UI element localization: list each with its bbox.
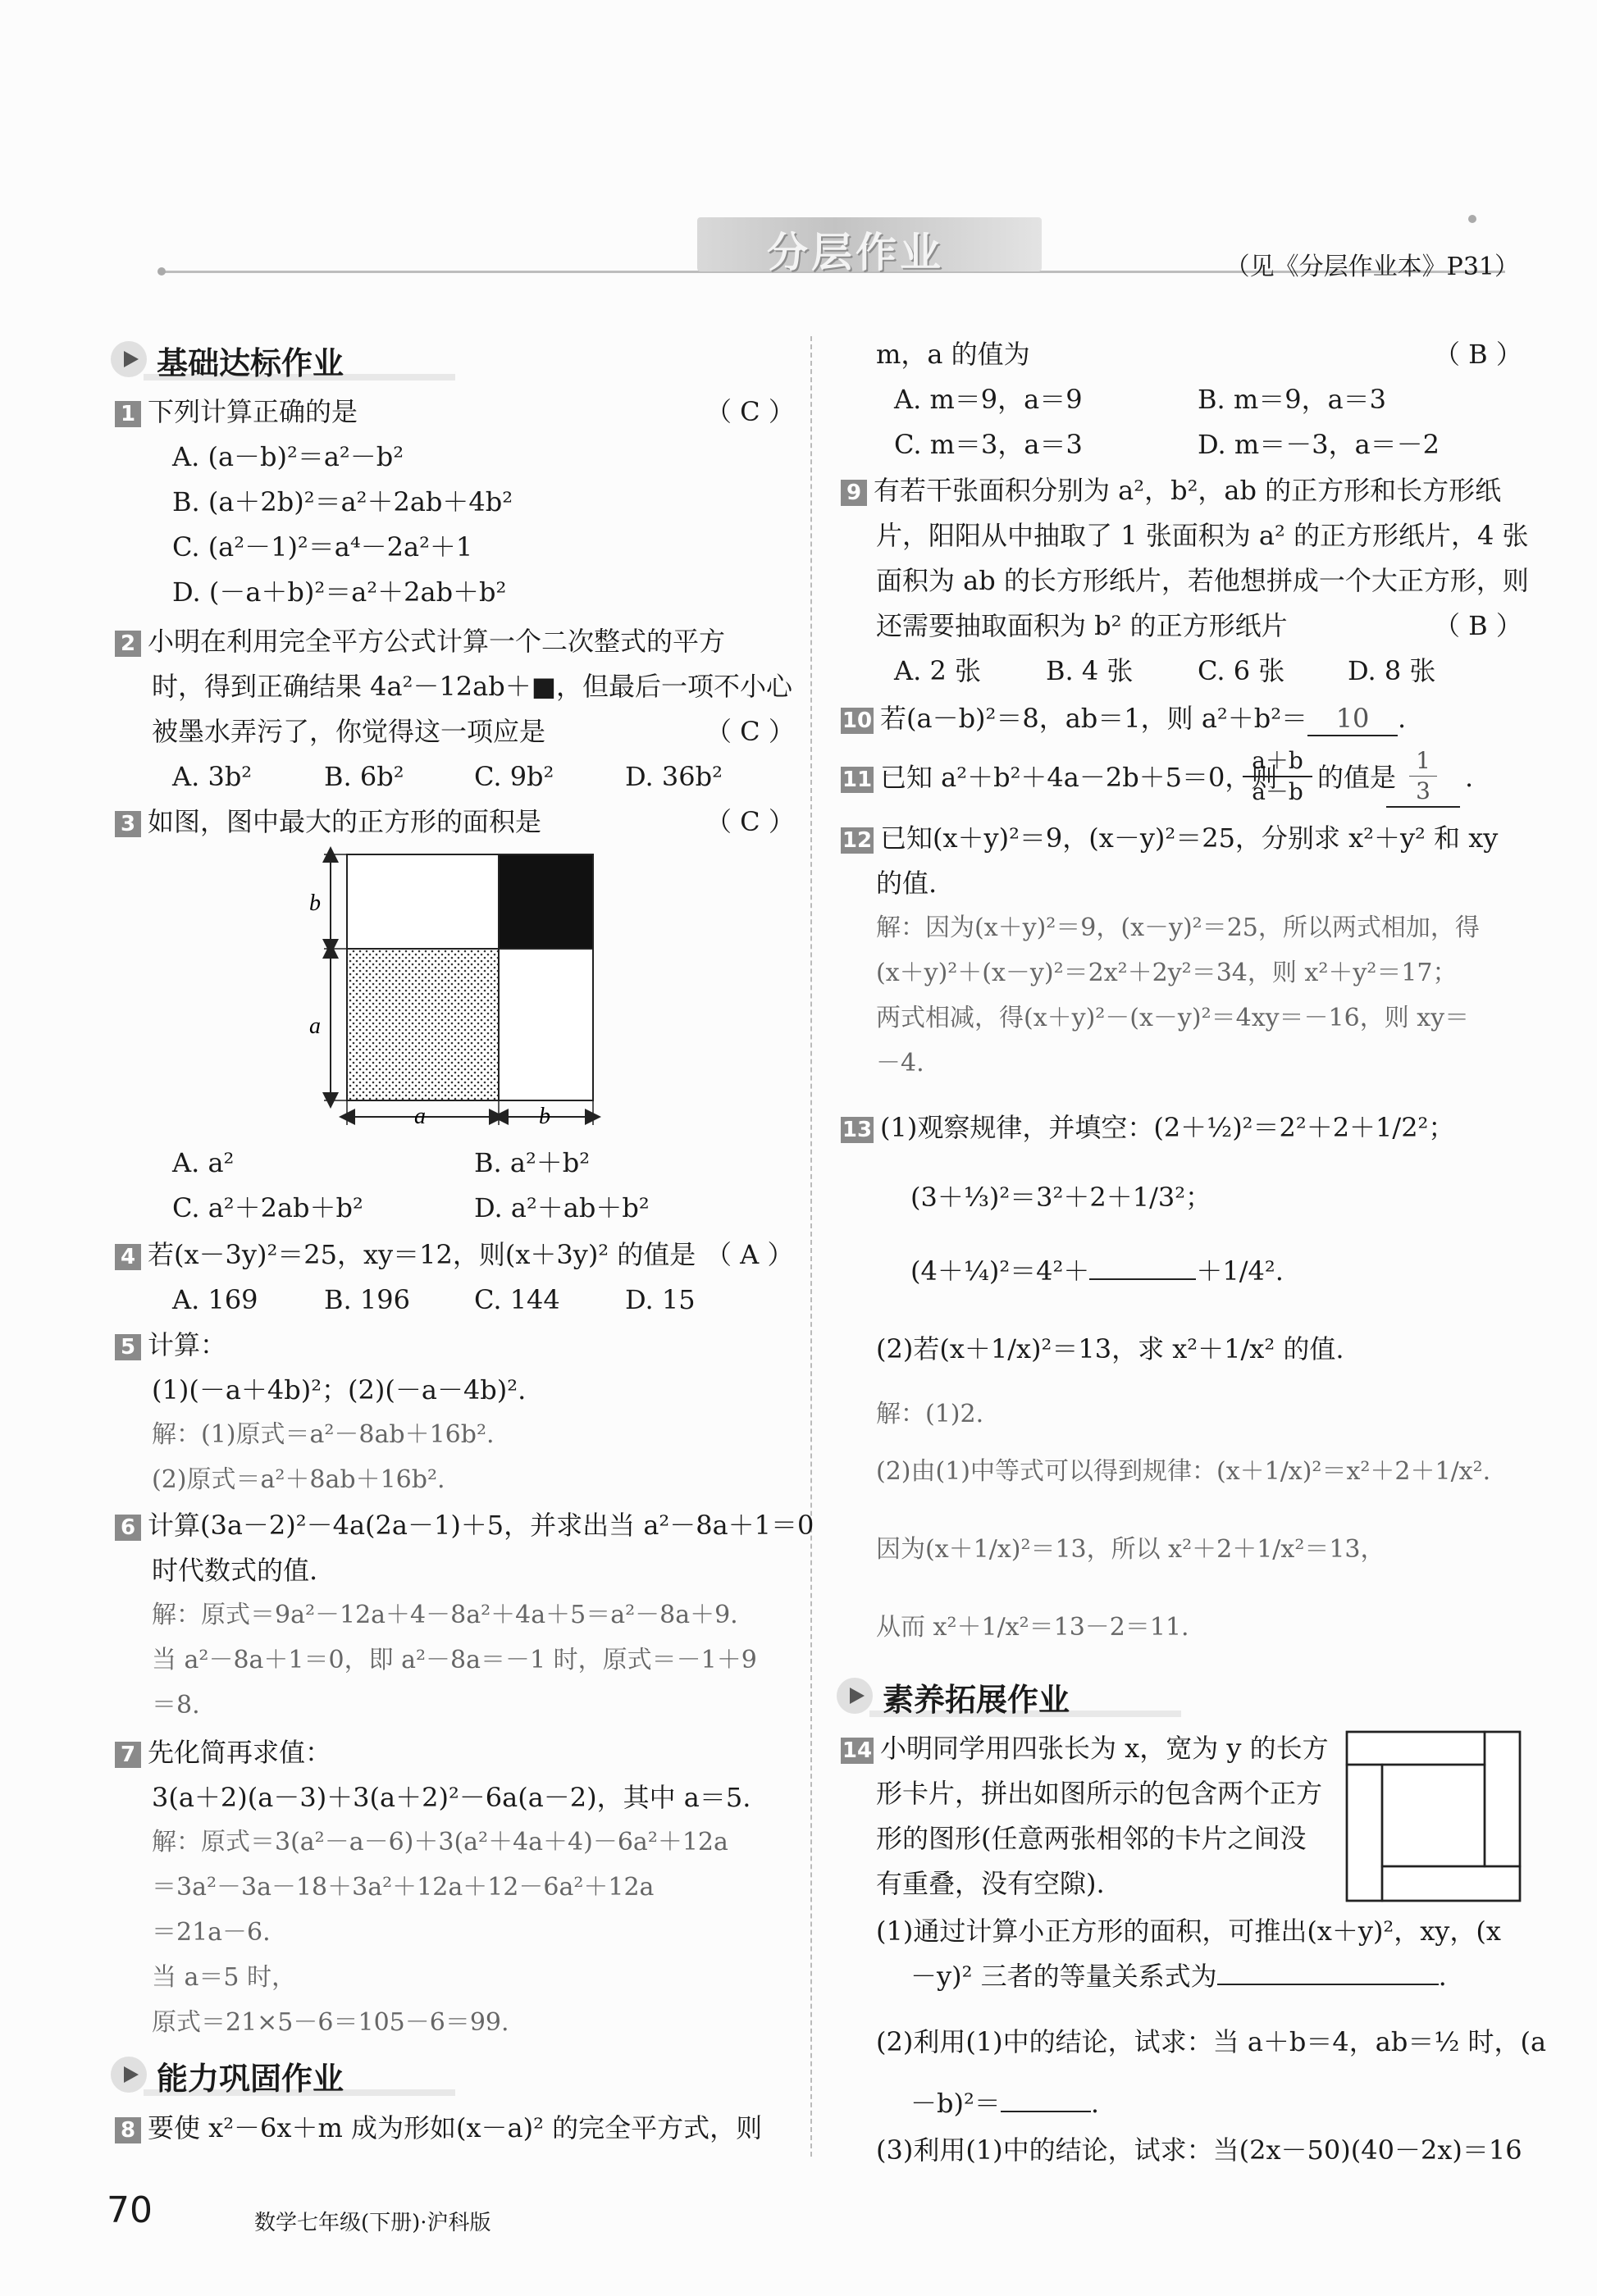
q3-option-a: A. a² bbox=[172, 1147, 235, 1178]
q3-label-b-left: b bbox=[309, 891, 321, 916]
book-title: 数学七年级(下册)·沪科版 bbox=[254, 2211, 491, 2235]
q14-part-1-line-2: －y)² 三者的等量关系式为 . bbox=[910, 1961, 1447, 1992]
q8-line-1: 8 要使 x²－6x＋m 成为形如(x－a)² 的完全平方式，则 bbox=[115, 2112, 762, 2144]
q4-option-d: D. 15 bbox=[625, 1284, 696, 1315]
q14-line-1: 14 小明同学用四张长为 x，宽为 y 的长方 bbox=[842, 1733, 1329, 1764]
q5-solution-2: (2)原式＝a²＋8ab＋16b². bbox=[152, 1465, 445, 1494]
q14-part-1-line-1: (1)通过计算小正方形的面积，可推出(x＋y)²，xy，(x bbox=[876, 1916, 1501, 1947]
q13-solution-4: 从而 x²＋1/x²＝13－2＝11. bbox=[876, 1613, 1189, 1642]
section-extend bbox=[837, 1673, 1181, 1717]
q9-answer: （ B ） bbox=[1434, 610, 1522, 641]
q2-line-1: 2 小明在利用完全平方公式计算一个二次整式的平方 bbox=[115, 625, 725, 658]
q14-part-2-line-2: －b)²＝ . bbox=[910, 2088, 1099, 2119]
q7-stem: 7 先化简再求值： bbox=[115, 1736, 331, 1769]
q2-option-d: D. 36b² bbox=[625, 761, 723, 792]
section-title: 基础达标作业 bbox=[157, 345, 344, 381]
q2-option-c: C. 9b² bbox=[474, 761, 554, 792]
q4-option-c: C. 144 bbox=[474, 1284, 560, 1315]
q1-stem: 1 下列计算正确的是 bbox=[115, 395, 358, 428]
q10-stem: 10 若(a－b)²＝8，ab＝1，则 a²＋b²＝ 10 . bbox=[841, 702, 1406, 736]
q9-line-1: 9 有若干张面积分别为 a²，b²，ab 的正方形和长方形纸 bbox=[841, 474, 1501, 507]
q10-blank-answer: 10 bbox=[1307, 702, 1398, 736]
column-divider bbox=[810, 336, 812, 2157]
q9-option-a: A. 2 张 bbox=[894, 655, 981, 686]
banner-rule-dot-right bbox=[1468, 215, 1476, 223]
q9-option-b: B. 4 张 bbox=[1046, 655, 1134, 686]
q4-stem: 4 若(x－3y)²＝25，xy＝12，则(x＋3y)² 的值是 bbox=[115, 1238, 696, 1271]
q3-dotted-square-a bbox=[347, 949, 499, 1100]
q2-line-3: 被墨水弄污了，你觉得这一项应是 bbox=[152, 716, 546, 747]
q13-solution-2: (2)由(1)中等式可以得到规律：(x＋1/x)²＝x²＋2＋1/x². bbox=[876, 1457, 1491, 1486]
q3-option-c: C. a²＋2ab＋b² bbox=[172, 1192, 363, 1223]
q13-solution-3: 因为(x＋1/x)²＝13，所以 x²＋2＋1/x²＝13， bbox=[876, 1535, 1385, 1564]
q5-solution-1: 解：(1)原式＝a²－8ab＋16b². bbox=[152, 1420, 495, 1449]
q11-end: . bbox=[1465, 762, 1474, 793]
q9-line-4: 还需要抽取面积为 b² 的正方形纸片 bbox=[876, 610, 1288, 641]
q13-line-2: (3＋⅓)²＝3²＋2＋1/3²； bbox=[910, 1182, 1212, 1213]
q5-line-1: (1)(－a＋4b)²；(2)(－a－4b)². bbox=[152, 1374, 527, 1405]
q13-line-3: (4＋¼)²＝4²＋ ＋1/4². bbox=[910, 1255, 1284, 1287]
q14-part-2-blank bbox=[1001, 2111, 1091, 2112]
q9-option-c: C. 6 张 bbox=[1198, 655, 1285, 686]
q11-mid-text: 的值是 bbox=[1317, 762, 1397, 793]
q8-option-a: A. m＝9，a＝9 bbox=[894, 384, 1083, 415]
q7-solution-3: ＝21a－6. bbox=[152, 1918, 271, 1947]
q7-solution-2: ＝3a²－3a－18＋3a²＋12a＋12－6a²＋12a bbox=[152, 1873, 655, 1902]
q3-label-b-bottom: b bbox=[539, 1104, 550, 1129]
q8-option-d: D. m＝－3，a＝－2 bbox=[1198, 429, 1440, 460]
q13-line-4: (2)若(x＋1/x)²＝13，求 x²＋1/x² 的值. bbox=[876, 1333, 1344, 1364]
q3-option-b: B. a²＋b² bbox=[474, 1147, 591, 1178]
q5-stem: 5 计算： bbox=[115, 1328, 226, 1361]
q7-solution-4: 当 a＝5 时， bbox=[152, 1963, 297, 1992]
q12-solution-2: (x＋y)²＋(x－y)²＝2x²＋2y²＝34，则 x²＋y²＝17； bbox=[876, 959, 1458, 987]
q13-blank bbox=[1089, 1278, 1196, 1280]
q6-solution-2: 当 a²－8a＋1＝0，即 a²－8a＝－1 时，原式＝－1＋9 bbox=[152, 1646, 757, 1674]
q1-option-a: A. (a－b)²＝a²－b² bbox=[172, 441, 404, 472]
q1-option-b: B. (a＋2b)²＝a²＋2ab＋4b² bbox=[172, 486, 513, 517]
section-arrow-icon bbox=[111, 341, 147, 377]
q11-stem: 11 已知 a²＋b²＋4a－2b＋5＝0，则 bbox=[842, 762, 1278, 793]
q3-square-figure bbox=[299, 845, 611, 1140]
q12-line-2: 的值. bbox=[876, 868, 938, 899]
q7-line-1: 3(a＋2)(a－3)＋3(a＋2)²－6a(a－2)，其中 a＝5. bbox=[152, 1782, 751, 1813]
q1-option-d: D. (－a＋b)²＝a²＋2ab＋b² bbox=[172, 576, 507, 608]
q6-line-2: 时代数式的值. bbox=[152, 1555, 318, 1586]
q12-line-1: 12 已知(x＋y)²＝9，(x－y)²＝25，分别求 x²＋y² 和 xy bbox=[842, 822, 1499, 854]
q4-answer: （ A ） bbox=[705, 1239, 794, 1270]
section-ability bbox=[111, 2052, 455, 2096]
q2-answer: （ C ） bbox=[705, 716, 795, 747]
q3-option-d: D. a²＋ab＋b² bbox=[474, 1192, 650, 1223]
q14-outer-square bbox=[1347, 1732, 1520, 1901]
q9-line-2: 片，阳阳从中抽取了 1 张面积为 a² 的正方形纸片，4 张 bbox=[876, 520, 1529, 551]
q6-solution-1: 解：原式＝9a²－12a＋4－8a²＋4a＋5＝a²－8a＋9. bbox=[152, 1601, 738, 1629]
q7-solution-1: 解：原式＝3(a²－a－6)＋3(a²＋4a＋4)－6a²＋12a bbox=[152, 1828, 728, 1856]
q4-option-a: A. 169 bbox=[172, 1284, 258, 1315]
q13-solution-1: 解：(1)2. bbox=[876, 1400, 984, 1428]
q14-card-figure bbox=[1345, 1730, 1522, 1902]
q3-stem: 3 如图，图中最大的正方形的面积是 bbox=[115, 805, 541, 838]
q3-label-a-bottom: a bbox=[414, 1104, 426, 1129]
banner-reference: （见《分层作业本》P31） bbox=[1225, 253, 1519, 281]
q9-line-3: 面积为 ab 的长方形纸片，若他想拼成一个大正方形，则 bbox=[876, 565, 1529, 596]
section-arrow-icon bbox=[111, 2057, 147, 2093]
section-arrow-icon bbox=[837, 1678, 873, 1714]
q6-solution-3: ＝8. bbox=[152, 1691, 200, 1720]
q9-option-d: D. 8 张 bbox=[1348, 655, 1436, 686]
q12-solution-4: －4. bbox=[876, 1049, 924, 1077]
q1-option-c: C. (a²－1)²＝a⁴－2a²＋1 bbox=[172, 531, 473, 563]
q8-option-c: C. m＝3，a＝3 bbox=[894, 429, 1083, 460]
q14-line-4: 有重叠，没有空隙). bbox=[876, 1868, 1105, 1899]
q11-blank-answer: 1 3 bbox=[1386, 746, 1460, 808]
q8-line-2: m，a 的值为 bbox=[876, 339, 1030, 370]
page-number: 70 bbox=[107, 2189, 153, 2231]
q7-solution-5: 原式＝21×5－6＝105－6＝99. bbox=[152, 2008, 509, 2037]
q14-line-2: 形卡片，拼出如图所示的包含两个正方 bbox=[876, 1778, 1323, 1809]
section-basic bbox=[111, 336, 455, 380]
q14-line-3: 形的图形(任意两张相邻的卡片之间没 bbox=[876, 1823, 1307, 1854]
q13-line-1: 13 (1)观察规律，并填空：(2＋½)²＝2²＋2＋1/2²； bbox=[842, 1112, 1455, 1143]
q14-part-1-blank bbox=[1217, 1984, 1439, 1985]
section-title: 能力巩固作业 bbox=[157, 2061, 344, 2097]
banner-title: 分层作业 bbox=[767, 229, 944, 276]
q14-part-3-line-1: (3)利用(1)中的结论，试求：当(2x－50)(40－2x)＝16 bbox=[876, 2134, 1522, 2166]
q6-line-1: 6 计算(3a－2)²－4a(2a－1)＋5，并求出当 a²－8a＋1＝0 bbox=[115, 1509, 814, 1542]
q1-answer: （ C ） bbox=[705, 396, 795, 427]
q3-label-a-left: a bbox=[309, 1014, 321, 1039]
section-title: 素养拓展作业 bbox=[883, 1682, 1070, 1718]
banner-rule-dot-left bbox=[157, 267, 166, 276]
q8-option-b: B. m＝9，a＝3 bbox=[1198, 384, 1387, 415]
q2-option-a: A. 3b² bbox=[172, 761, 253, 792]
q14-part-2-line-1: (2)利用(1)中的结论，试求：当 a＋b＝4，ab＝½ 时，(a bbox=[876, 2026, 1547, 2057]
q3-answer: （ C ） bbox=[705, 806, 795, 837]
q12-solution-3: 两式相减，得(x＋y)²－(x－y)²＝4xy＝－16，则 xy＝ bbox=[876, 1004, 1470, 1032]
q8-answer: （ B ） bbox=[1434, 339, 1522, 370]
q2-option-b: B. 6b² bbox=[324, 761, 404, 792]
q11-fraction: a＋b a－b bbox=[1243, 746, 1312, 807]
q12-solution-1: 解：因为(x＋y)²＝9，(x－y)²＝25，所以两式相加，得 bbox=[876, 913, 1480, 942]
q2-line-2: 时，得到正确结果 4a²－12ab＋■，但最后一项不小心 bbox=[152, 671, 792, 702]
q3-black-square-b bbox=[499, 854, 593, 949]
q4-option-b: B. 196 bbox=[324, 1284, 410, 1315]
